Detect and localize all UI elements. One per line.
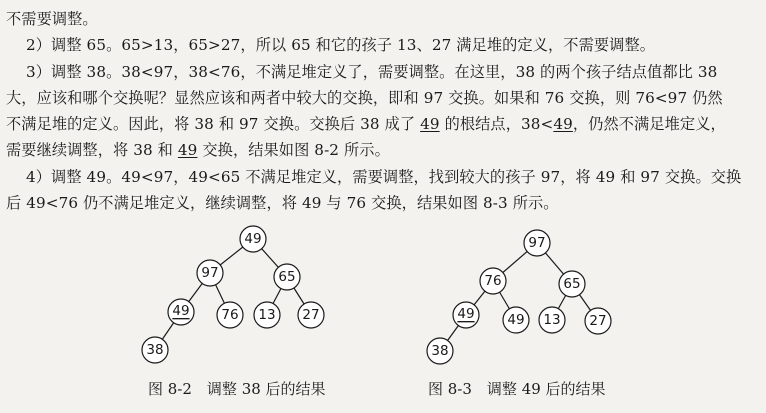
text-run: 不满足堆的定义。因此，将 38 和 97 交换。交换后 38 成了 [6, 115, 421, 134]
tree-node [585, 308, 611, 334]
text-line-4: 大，应该和哪个交换呢？显然应该和两者中较大的交换，即和 97 交换。如果和 76 交换，则 76<97 仍然 [6, 88, 723, 107]
figure-caption-8-2: 图 8-2 调整 38 后的结果 [148, 380, 326, 398]
tree-node-value: 49 [244, 231, 262, 247]
tree-node [559, 271, 585, 297]
tree-node-value: 65 [563, 276, 581, 292]
tree-node-value: 97 [528, 235, 546, 251]
tree-node [427, 338, 453, 364]
tree-node-value: 38 [146, 342, 164, 358]
tree-node [453, 302, 479, 328]
text-line-2: 2）调整 65。65>13，65>27，所以 65 和它的孩子 13、27 满足堆的定义，不需要调整。 [26, 36, 656, 55]
tree-node-value: 76 [221, 307, 239, 323]
tree-node-value: 97 [201, 265, 219, 281]
text-line-8: 后 49<76 仍不满足堆定义，继续调整，将 49 与 76 交换，结果如图 8-3 所示。 [6, 194, 559, 213]
text-run: 的根结点，38< [439, 115, 554, 134]
text-line-7: 4）调整 49。49<97，49<65 不满足堆定义，需要调整，找到较大的孩子 97，将 49 和 97 交换。交换 [26, 167, 742, 186]
text-run: 需要继续调整，将 38 和 [6, 141, 178, 160]
underlined-value: 49 [420, 115, 440, 134]
tree-node [480, 268, 506, 294]
tree-node-value: 76 [484, 273, 502, 289]
tree-node-root [524, 230, 550, 256]
text-line-3: 3）调整 38。38<97，38<76，不满足堆定义了，需要调整。在这里，38 的两个孩子结点值都比 38 [26, 62, 718, 81]
tree-node-value: 27 [589, 313, 607, 329]
tree-node [503, 307, 529, 333]
underlined-value: 49 [553, 115, 573, 134]
tree-node-value: 13 [258, 307, 276, 323]
figure-caption-8-3: 图 8-3 调整 49 后的结果 [428, 380, 606, 398]
tree-node [539, 307, 565, 333]
tree-node-value: 13 [543, 312, 561, 328]
tree-node-value: 49 [172, 303, 190, 319]
text-run: 交换，结果如图 8-2 所示。 [197, 141, 390, 160]
text-run: ，仍然不满足堆定义， [572, 115, 726, 134]
tree-node-value: 49 [457, 306, 475, 322]
tree-node-value: 65 [278, 269, 296, 285]
tree-node-value: 38 [431, 343, 449, 359]
underlined-value: 49 [177, 141, 198, 160]
tree-node-value: 27 [302, 307, 320, 323]
tree-node-value: 49 [507, 312, 525, 328]
text-line-1: 不需要调整。 [6, 10, 98, 28]
